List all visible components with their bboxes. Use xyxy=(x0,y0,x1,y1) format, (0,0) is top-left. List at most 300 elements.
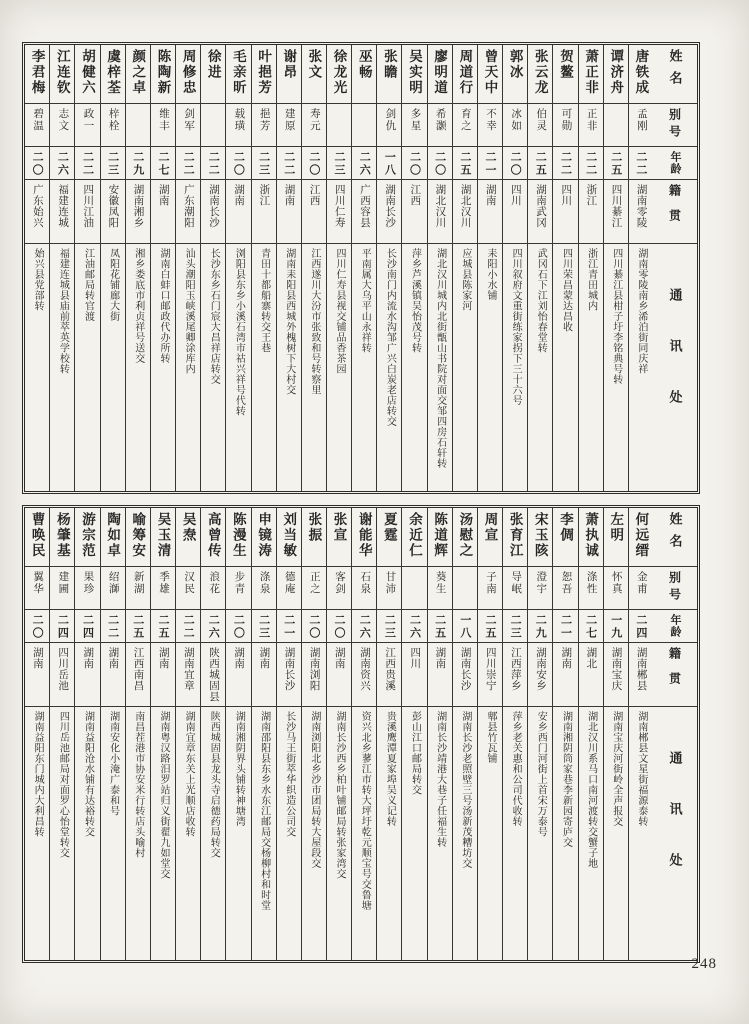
person-address: 湖南宝庆河街岭全声报交 xyxy=(610,711,622,827)
person-column xyxy=(427,508,452,960)
page-number: 248 xyxy=(691,956,717,972)
person-address: 湖南邵阳县东乡水东江邮局交杨柳村和时堂 xyxy=(258,711,270,911)
person-native: 四川 xyxy=(503,180,527,244)
person-alias: 季雄 xyxy=(151,567,175,610)
person-name: 曾天中 xyxy=(478,45,502,104)
person-name: 廖明道 xyxy=(428,45,452,104)
person-alias: 汉民 xyxy=(176,567,200,610)
person-name: 周道行 xyxy=(453,45,477,104)
person-age: 二五 xyxy=(453,147,477,180)
person-address: 湖南益阳东门城内大利昌转 xyxy=(32,711,44,837)
header-alias: 别号 xyxy=(653,567,697,610)
person-column xyxy=(452,508,477,960)
person-age: 二五 xyxy=(151,610,175,643)
person-address: 安乡西门河街上首宋万泰号 xyxy=(535,711,547,837)
person-name: 夏霆 xyxy=(377,508,401,567)
person-name: 汤慰之 xyxy=(453,508,477,567)
person-alias: 孟刚 xyxy=(629,104,653,147)
person-address: 郫县竹瓦铺 xyxy=(484,711,496,764)
person-native: 湖南武冈 xyxy=(528,180,552,244)
person-address: 江油邮局转官渡 xyxy=(82,248,94,322)
person-native: 江西萍乡 xyxy=(503,643,527,707)
person-address: 湖南益阳沧水铺有达裕转交 xyxy=(82,711,94,837)
person-age: 二二 xyxy=(101,610,125,643)
person-address: 湖南宜章东关上光顺店收转 xyxy=(183,711,195,837)
person-alias: 步青 xyxy=(226,567,250,610)
person-native: 四川 xyxy=(553,180,577,244)
person-address: 四川仁寿县视交铺品香茶园 xyxy=(334,248,346,374)
person-alias: 碧温 xyxy=(25,104,49,147)
person-column xyxy=(452,45,477,491)
person-age: 二二 xyxy=(176,147,200,180)
person-column xyxy=(251,45,276,491)
person-age: 二〇 xyxy=(25,147,49,180)
person-alias: 寿元 xyxy=(302,104,326,147)
person-age: 一九 xyxy=(604,610,628,643)
person-name: 陈道辉 xyxy=(428,508,452,567)
person-age: 二五 xyxy=(528,147,552,180)
person-native: 湖南 xyxy=(101,643,125,707)
person-age: 二四 xyxy=(75,610,99,643)
person-column xyxy=(200,508,225,960)
person-column xyxy=(100,508,125,960)
person-address: 四川荣昌蒙达昌收 xyxy=(560,248,572,332)
person-alias: 果珍 xyxy=(75,567,99,610)
person-native: 湖南 xyxy=(75,643,99,707)
person-address: 始兴县党部转 xyxy=(32,248,44,311)
person-native: 湖南宜章 xyxy=(176,643,200,707)
person-address: 湖南白蚌口邮政代办所转 xyxy=(157,248,169,364)
person-name: 谢昂 xyxy=(277,45,301,104)
person-native: 湖南浏阳 xyxy=(302,643,326,707)
person-address: 青田十都船寨转交王巷 xyxy=(258,248,270,353)
person-address: 江西遂川大汾市张致和号转察里 xyxy=(308,248,320,395)
person-column xyxy=(326,45,351,491)
person-column xyxy=(427,45,452,491)
person-name: 萧正非 xyxy=(579,45,603,104)
person-alias: 浪花 xyxy=(201,567,225,610)
header-column xyxy=(653,508,697,960)
person-alias: 不幸 xyxy=(478,104,502,147)
person-age: 二四 xyxy=(629,610,653,643)
person-age: 二〇 xyxy=(302,147,326,180)
person-name: 李倜 xyxy=(553,508,577,567)
person-name: 萧执诚 xyxy=(579,508,603,567)
person-address: 福建连城县庙前萃英学校转 xyxy=(57,248,69,374)
person-native: 湖南 xyxy=(226,643,250,707)
header-native: 籍贯 xyxy=(653,643,697,707)
person-name: 杨肇基 xyxy=(50,508,74,567)
person-address: 彭山江口邮局转交 xyxy=(409,711,421,795)
person-alias: 澄宇 xyxy=(528,567,552,610)
person-native: 四川岳池 xyxy=(50,643,74,707)
person-name: 宋玉陔 xyxy=(528,508,552,567)
person-address: 武冈石下江刘怡春堂转 xyxy=(535,248,547,353)
person-name: 陈漫生 xyxy=(226,508,250,567)
person-address: 湖南湘阴界头铺转神塘湾 xyxy=(233,711,245,827)
person-column xyxy=(74,508,99,960)
person-alias xyxy=(126,104,150,147)
person-column xyxy=(401,45,426,491)
person-native: 江西 xyxy=(402,180,426,244)
person-native: 陕西城固县 xyxy=(201,643,225,707)
person-age: 二二 xyxy=(629,147,653,180)
person-column xyxy=(150,45,175,491)
person-alias: 德庵 xyxy=(277,567,301,610)
person-native: 浙江 xyxy=(252,180,276,244)
person-name: 颜之卓 xyxy=(126,45,150,104)
person-address: 陕西城固县龙头寺启德药局转交 xyxy=(208,711,220,858)
person-address: 平南属大乌平山永祥转 xyxy=(359,248,371,353)
person-name: 陶如卓 xyxy=(101,508,125,567)
person-name: 周宣 xyxy=(478,508,502,567)
directory-table-top xyxy=(22,42,700,494)
person-name: 张振 xyxy=(302,508,326,567)
person-age: 二五 xyxy=(604,147,628,180)
person-column xyxy=(175,508,200,960)
person-native: 湖南安乡 xyxy=(528,643,552,707)
person-address: 湖南长沙老照壁三号汤新茂糟坊交 xyxy=(459,711,471,869)
person-address: 南昌茬港市协安米行转店头喻村 xyxy=(132,711,144,858)
person-column xyxy=(351,45,376,491)
person-column xyxy=(527,45,552,491)
person-name: 张云龙 xyxy=(528,45,552,104)
person-native: 湖南 xyxy=(553,643,577,707)
person-address: 资兴北乡蓼江市转大坪圩乾元顺宝号交鲁塘 xyxy=(359,711,371,911)
person-address: 湖南粤汉路汨罗站归义街翟九如堂交 xyxy=(157,711,169,879)
person-alias: 涤性 xyxy=(579,567,603,610)
person-column xyxy=(628,45,653,491)
person-column xyxy=(25,45,49,491)
person-alias xyxy=(604,104,628,147)
person-name: 张瞻 xyxy=(377,45,401,104)
header-native: 籍贯 xyxy=(653,180,697,244)
person-column xyxy=(125,45,150,491)
person-name: 吴实明 xyxy=(402,45,426,104)
person-address: 四川岳池邮局对面罗心怡堂转交 xyxy=(57,711,69,858)
person-name: 游宗范 xyxy=(75,508,99,567)
person-native: 湖南 xyxy=(252,643,276,707)
person-native: 江西 xyxy=(302,180,326,244)
person-address: 浏阳县东乡小溪石湾市祜兴祥号代转 xyxy=(233,248,245,416)
person-alias: 载璜 xyxy=(226,104,250,147)
person-column xyxy=(603,508,628,960)
person-native: 江西南昌 xyxy=(126,643,150,707)
person-column xyxy=(502,45,527,491)
person-column xyxy=(301,45,326,491)
person-address: 湖南零陵南乡浠泊街同庆祥 xyxy=(635,248,647,374)
person-age: 二六 xyxy=(402,610,426,643)
person-native: 湖南零陵 xyxy=(629,180,653,244)
person-alias: 冰如 xyxy=(503,104,527,147)
person-alias: 怀真 xyxy=(604,567,628,610)
person-age: 二一 xyxy=(478,147,502,180)
person-name: 曹唤民 xyxy=(25,508,49,567)
person-name: 叶挹芳 xyxy=(252,45,276,104)
person-alias xyxy=(352,104,376,147)
person-address: 湖南长沙靖港大巷子任福生转 xyxy=(434,711,446,848)
person-age: 二〇 xyxy=(226,610,250,643)
header-age: 年龄 xyxy=(653,610,697,643)
person-native: 湖南湘乡 xyxy=(126,180,150,244)
person-age: 二六 xyxy=(352,610,376,643)
person-alias: 剑仇 xyxy=(377,104,401,147)
person-address: 湖北汉川城内北街甑山书院对面交邹四房石轩转 xyxy=(434,248,446,469)
person-native: 四川仁寿 xyxy=(327,180,351,244)
person-native: 湖北汉川 xyxy=(453,180,477,244)
person-age: 二五 xyxy=(428,610,452,643)
person-alias: 翼华 xyxy=(25,567,49,610)
person-column xyxy=(49,45,74,491)
person-address: 四川綦江县柑子圩李铭典号转 xyxy=(610,248,622,385)
person-age: 二二 xyxy=(201,147,225,180)
person-age: 二二 xyxy=(277,147,301,180)
person-column xyxy=(74,45,99,491)
person-alias: 政一 xyxy=(75,104,99,147)
person-native: 安徽凤阳 xyxy=(101,180,125,244)
person-age: 二五 xyxy=(478,610,502,643)
header-address: 通讯处 xyxy=(667,288,683,441)
person-age: 二六 xyxy=(201,610,225,643)
person-address: 耒阳小水铺 xyxy=(484,248,496,301)
person-address: 萍乡芦溪镇吴怡茂号转 xyxy=(409,248,421,353)
person-column xyxy=(477,508,502,960)
person-native: 湖南 xyxy=(327,643,351,707)
person-alias xyxy=(453,567,477,610)
person-native: 湖南长沙 xyxy=(377,180,401,244)
person-column xyxy=(301,508,326,960)
person-name: 吴焘 xyxy=(176,508,200,567)
person-age: 二七 xyxy=(151,147,175,180)
person-name: 巫畅 xyxy=(352,45,376,104)
person-age: 二一 xyxy=(553,610,577,643)
person-alias: 志文 xyxy=(50,104,74,147)
person-native: 湖南长沙 xyxy=(453,643,477,707)
person-native: 湖北汉川 xyxy=(428,180,452,244)
person-native: 湖南 xyxy=(151,643,175,707)
person-native: 湖南长沙 xyxy=(277,643,301,707)
person-address: 长沙东乡石门宸大昌祥店转交 xyxy=(208,248,220,385)
person-alias: 金甫 xyxy=(629,567,653,610)
person-native: 湖南 xyxy=(226,180,250,244)
person-column xyxy=(477,45,502,491)
person-age: 二二 xyxy=(579,147,603,180)
header-column xyxy=(653,45,697,491)
person-name: 徐进 xyxy=(201,45,225,104)
person-native: 湖北 xyxy=(579,643,603,707)
person-age: 二〇 xyxy=(226,147,250,180)
person-alias: 正之 xyxy=(302,567,326,610)
person-address: 湖南耒阳县西城外槐树下大村交 xyxy=(283,248,295,395)
directory-table-bottom xyxy=(22,505,700,963)
person-alias: 石泉 xyxy=(352,567,376,610)
person-column xyxy=(225,508,250,960)
person-column xyxy=(125,508,150,960)
person-column xyxy=(351,508,376,960)
person-age: 二七 xyxy=(579,610,603,643)
person-column xyxy=(49,508,74,960)
person-age: 二二 xyxy=(553,147,577,180)
person-name: 何远缙 xyxy=(629,508,653,567)
person-native: 湖南宝庆 xyxy=(604,643,628,707)
person-name: 左明 xyxy=(604,508,628,567)
person-address: 长沙南门内流水沟邹广兴白炭老店转交 xyxy=(384,248,396,427)
person-age: 二四 xyxy=(50,610,74,643)
person-address: 湖南浏阳北乡沙市团局转大屋段交 xyxy=(308,711,320,869)
person-name: 申镜涛 xyxy=(252,508,276,567)
person-name: 刘当敏 xyxy=(277,508,301,567)
person-native: 广东潮阳 xyxy=(176,180,200,244)
person-column xyxy=(628,508,653,960)
person-age: 二六 xyxy=(50,147,74,180)
person-native: 广西容县 xyxy=(352,180,376,244)
person-name: 谭济舟 xyxy=(604,45,628,104)
person-age: 二〇 xyxy=(503,147,527,180)
person-address: 湖南安化小淹广泰和号 xyxy=(107,711,119,816)
person-address: 汕头潮阳玉峡溪尾卿涂库内 xyxy=(183,248,195,374)
person-alias: 正非 xyxy=(579,104,603,147)
person-address: 湘乡娄底市利贞祥号送交 xyxy=(132,248,144,364)
person-age: 二九 xyxy=(528,610,552,643)
person-address: 湖南湘阴筒家巷李新园寄庐交 xyxy=(560,711,572,848)
header-age: 年龄 xyxy=(653,147,697,180)
person-native: 湖南 xyxy=(277,180,301,244)
person-native: 湖南郴县 xyxy=(629,643,653,707)
person-address: 凤阳花铺廊大街 xyxy=(107,248,119,322)
person-native: 江西贵溪 xyxy=(377,643,401,707)
person-column xyxy=(527,508,552,960)
person-alias: 子南 xyxy=(478,567,502,610)
person-name: 徐龙光 xyxy=(327,45,351,104)
person-native: 湖南资兴 xyxy=(352,643,376,707)
header-name: 姓名 xyxy=(653,45,697,104)
person-age: 二六 xyxy=(352,147,376,180)
person-alias: 新湖 xyxy=(126,567,150,610)
person-address: 浙江青田城内 xyxy=(585,248,597,311)
person-age: 二三 xyxy=(377,610,401,643)
person-name: 江连钦 xyxy=(50,45,74,104)
person-name: 谢能华 xyxy=(352,508,376,567)
person-alias: 多星 xyxy=(402,104,426,147)
person-alias: 建圃 xyxy=(50,567,74,610)
person-name: 陈陶新 xyxy=(151,45,175,104)
person-age: 二〇 xyxy=(25,610,49,643)
person-alias: 客剑 xyxy=(327,567,351,610)
person-alias: 绍溮 xyxy=(101,567,125,610)
person-alias: 伯灵 xyxy=(528,104,552,147)
header-name: 姓名 xyxy=(653,508,697,567)
person-native: 四川 xyxy=(402,643,426,707)
person-native: 湖南 xyxy=(478,180,502,244)
person-native: 四川綦江 xyxy=(604,180,628,244)
person-column xyxy=(225,45,250,491)
person-column xyxy=(326,508,351,960)
person-alias xyxy=(402,567,426,610)
person-native: 湖南 xyxy=(151,180,175,244)
person-name: 张文 xyxy=(302,45,326,104)
person-alias: 可勋 xyxy=(553,104,577,147)
person-native: 湖南 xyxy=(25,643,49,707)
person-name: 余近仁 xyxy=(402,508,426,567)
person-alias: 葵生 xyxy=(428,567,452,610)
person-age: 一八 xyxy=(453,610,477,643)
person-name: 张宣 xyxy=(327,508,351,567)
person-alias: 恕吾 xyxy=(553,567,577,610)
person-address: 贵溪鹰潭夏家埠吴义记转 xyxy=(384,711,396,827)
person-column xyxy=(25,508,49,960)
person-alias: 涤泉 xyxy=(252,567,276,610)
person-name: 虞梓荃 xyxy=(101,45,125,104)
person-alias: 梓栓 xyxy=(101,104,125,147)
person-age: 二一 xyxy=(277,610,301,643)
person-name: 吴玉清 xyxy=(151,508,175,567)
person-column xyxy=(552,508,577,960)
person-age: 二二 xyxy=(75,147,99,180)
person-native: 湖南长沙 xyxy=(201,180,225,244)
person-name: 毛亲昕 xyxy=(226,45,250,104)
person-name: 郭冰 xyxy=(503,45,527,104)
person-alias: 导岷 xyxy=(503,567,527,610)
person-age: 二三 xyxy=(252,610,276,643)
person-name: 唐铁成 xyxy=(629,45,653,104)
person-native: 四川崇宁 xyxy=(478,643,502,707)
person-address: 长沙马王街萃华织造公司交 xyxy=(283,711,295,837)
person-column xyxy=(276,45,301,491)
person-address: 湖北汉川系马口南河渡转交蟹子地 xyxy=(585,711,597,869)
person-age: 二〇 xyxy=(327,610,351,643)
person-name: 贺鳌 xyxy=(553,45,577,104)
person-age: 二二 xyxy=(176,610,200,643)
person-column xyxy=(552,45,577,491)
person-address: 四川叙府文重街练家拐下三十六号 xyxy=(510,248,522,406)
person-address: 湖南郴县文星街福源泰转 xyxy=(635,711,647,827)
person-native: 广东始兴 xyxy=(25,180,49,244)
person-native: 湖南 xyxy=(428,643,452,707)
person-address: 湖南长沙西乡柏叶铺邮局转张家湾交 xyxy=(334,711,346,879)
person-column xyxy=(276,508,301,960)
person-alias: 希灏 xyxy=(428,104,452,147)
header-alias: 别号 xyxy=(653,104,697,147)
person-address: 应城县陈家河 xyxy=(459,248,471,311)
person-name: 胡健六 xyxy=(75,45,99,104)
person-alias: 剑军 xyxy=(176,104,200,147)
person-age: 二〇 xyxy=(302,610,326,643)
person-alias: 甘沛 xyxy=(377,567,401,610)
header-address: 通讯处 xyxy=(667,751,683,904)
person-column xyxy=(175,45,200,491)
person-age: 二三 xyxy=(503,610,527,643)
person-alias: 维丰 xyxy=(151,104,175,147)
person-age: 二三 xyxy=(101,147,125,180)
person-alias: 育之 xyxy=(453,104,477,147)
person-column xyxy=(603,45,628,491)
person-native: 福建连城 xyxy=(50,180,74,244)
person-name: 高曾传 xyxy=(201,508,225,567)
person-age: 二三 xyxy=(327,147,351,180)
person-age: 二五 xyxy=(126,610,150,643)
person-column xyxy=(401,508,426,960)
person-name: 李君梅 xyxy=(25,45,49,104)
person-alias: 建原 xyxy=(277,104,301,147)
person-column xyxy=(100,45,125,491)
person-column xyxy=(200,45,225,491)
person-native: 浙江 xyxy=(579,180,603,244)
person-age: 一八 xyxy=(377,147,401,180)
person-native: 四川江油 xyxy=(75,180,99,244)
person-name: 喻筹安 xyxy=(126,508,150,567)
person-address: 萍乡老关惠和公司代收转 xyxy=(510,711,522,827)
person-column xyxy=(502,508,527,960)
